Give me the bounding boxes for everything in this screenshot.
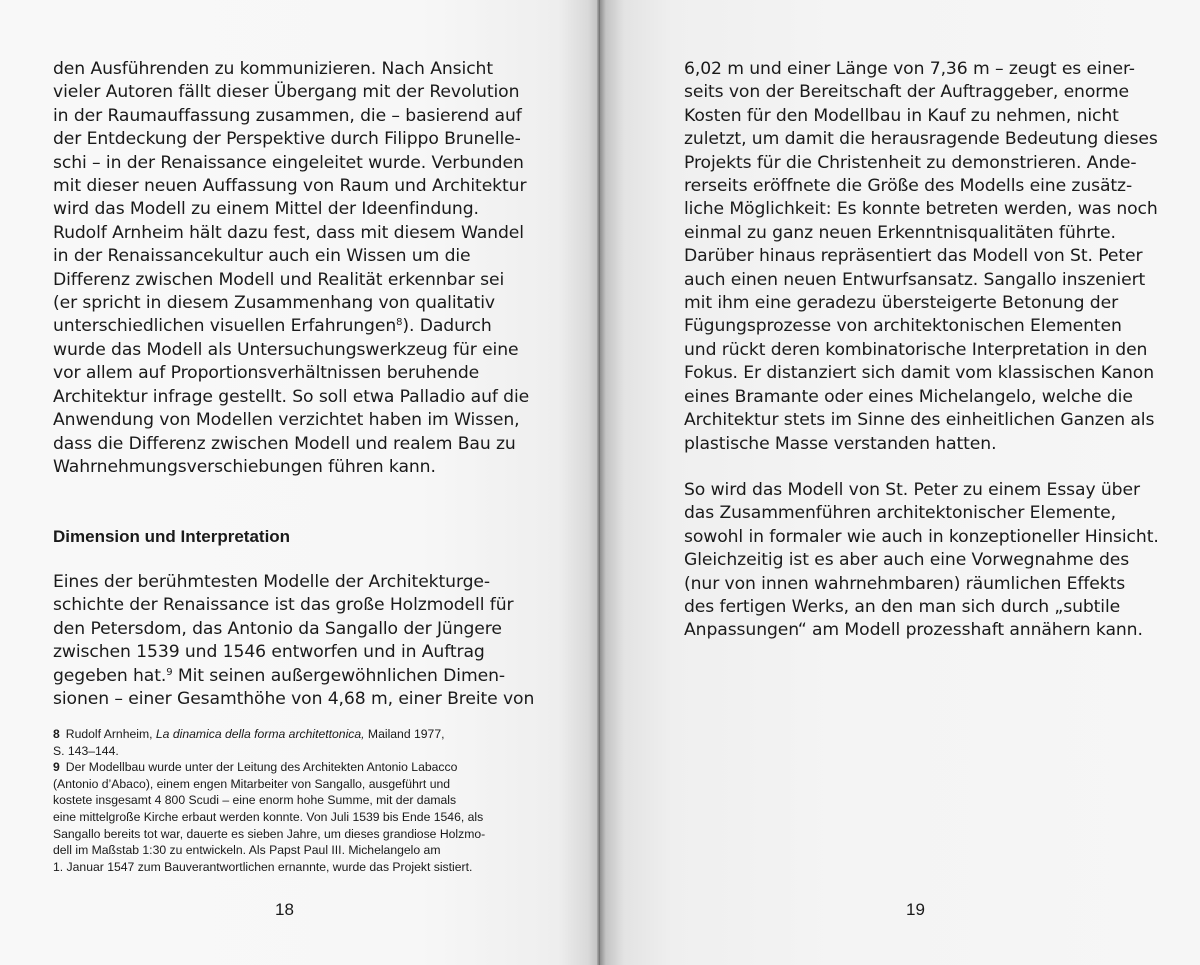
footnote-number: 9 (53, 760, 60, 775)
text-line: (er spricht in diesem Zusammenhang von qualitativ (53, 293, 495, 314)
right-paragraph-1 (684, 58, 1158, 456)
text-line: schichte der Renaissance ist das große Holzmodell für (53, 595, 514, 616)
footnote-number: 8 (53, 727, 60, 741)
text-line (53, 315, 529, 338)
text-line: auch einen neuen Entwurfsansatz. Sangallo inszeniert (684, 269, 1146, 290)
text-line: den Petersdom, das Antonio da Sangallo der Jüngere (53, 618, 502, 639)
footnote-line: S. 143–144. (53, 743, 119, 758)
text-line: Darüber hinaus repräsentiert das Modell von St. Peter (684, 246, 1143, 267)
footnote-ref-9[interactable]: 9 (166, 666, 173, 678)
text-line: rerseits eröffnete die Größe des Modells eine zusätz- (684, 176, 1133, 197)
text-line: Anwendung von Modellen verzichtet haben im Wissen, (53, 410, 520, 431)
text-segment: Mit seinen außergewöhnlichen Dimen- (172, 665, 505, 686)
text-line: mit ihm eine geradezu übersteigerte Betonung der (684, 293, 1119, 314)
text-line: wurde das Modell als Untersuchungswerkzeug für eine (53, 339, 519, 360)
text-line: sowohl in formaler wie auch in konzeptioneller Hinsicht. (684, 526, 1159, 547)
text-line: Fokus. Er distanziert sich damit vom klassischen Kanon (684, 363, 1154, 384)
text-line: der Entdeckung der Perspektive durch Filippo Brunelle- (53, 129, 521, 150)
text-line: des fertigen Werks, an den man sich durch „subtile (684, 597, 1121, 618)
text-line: in der Raumauffassung zusammen, die – basierend auf (53, 105, 522, 126)
footnote-line: eine mittelgroße Kirche erbaut werden konnte. Von Juli 1539 bis Ende 1546, als (53, 809, 484, 824)
footnote-text: Rudolf Arnheim, (65, 727, 156, 741)
text-line: dass die Differenz zwischen Modell und realem Bau zu (53, 433, 516, 454)
footnote-8 (53, 726, 485, 743)
footnotes (53, 726, 485, 875)
text-line: Gleichzeitig ist es aber auch eine Vorwegnahme des (684, 550, 1130, 571)
text-segment: ). Dadurch (402, 316, 492, 337)
text-line: Projekts für die Christenheit zu demonstrieren. Ande- (684, 152, 1137, 173)
footnote-ref-8[interactable]: 8 (396, 317, 403, 329)
text-line: Wahrnehmungsverschiebungen führen kann. (53, 456, 436, 477)
text-line: und rückt deren kombinatorische Interpretation in den (684, 339, 1148, 360)
text-line: eines Bramante oder eines Michelangelo, welche die (684, 386, 1133, 407)
page-number-right: 19 (906, 900, 925, 919)
footnote-text: Mailand 1977, (364, 727, 445, 741)
text-line: Architektur stets im Sinne des einheitlichen Ganzen als (684, 410, 1155, 431)
text-line: mit dieser neuen Auffassung von Raum und Architektur (53, 176, 527, 197)
text-line (53, 665, 534, 688)
text-line: Rudolf Arnheim hält dazu fest, dass mit diesem Wandel (53, 222, 524, 243)
left-paragraph-1 (53, 58, 529, 479)
text-line: das Zusammenführen architektonischer Elemente, (684, 503, 1116, 524)
text-line: So wird das Modell von St. Peter zu einem Essay über (684, 480, 1140, 500)
footnote-book-title: La dinamica della forma architettonica, (155, 727, 365, 741)
text-line: Kosten für den Modellbau in Kauf zu nehmen, nicht (684, 105, 1119, 126)
footnote-line: dell im Maßstab 1:30 zu entwickeln. Als Papst Paul III. Michelangelo am (53, 843, 441, 858)
footnote-9 (53, 759, 485, 776)
text-segment: unterschiedlichen visuellen Erfahrungen (53, 316, 397, 337)
text-line: Architektur infrage gestellt. So soll etwa Palladio auf die (53, 386, 530, 407)
text-line: einmal zu ganz neuen Erkenntnisqualitäten führte. (684, 222, 1116, 243)
text-line: Anpassungen“ am Modell prozesshaft annähern kann. (684, 620, 1143, 641)
text-line: (nur von innen wahrnehmbaren) räumlichen Effekts (684, 573, 1126, 594)
section-heading: Dimension und Interpretation (53, 527, 291, 546)
text-line: plastische Masse verstanden hatten. (684, 433, 997, 454)
right-page (600, 0, 1200, 965)
text-segment: gegeben hat. (53, 665, 167, 686)
page-number-left: 18 (275, 900, 294, 919)
text-line: 6,02 m und einer Länge von 7,36 m – zeugt es einer- (684, 59, 1135, 79)
text-line: schi – in der Renaissance eingeleitet wurde. Verbunden (53, 152, 524, 173)
text-line: Fügungsprozesse von architektonischen Elementen (684, 316, 1122, 337)
footnote-line: Sangallo bereits tot war, dauerte es sieben Jahre, um dieses grandiose Holzmo- (53, 826, 486, 841)
right-paragraph-2 (684, 479, 1159, 643)
footnote-line: kostete insgesamt 4 800 Scudi – eine enorm hohe Summe, mit der damals (53, 793, 457, 808)
text-line: zuletzt, um damit die herausragende Bedeutung dieses (684, 129, 1158, 150)
footnote-line: 1. Januar 1547 zum Bauverantwortlichen ernannte, wurde das Projekt sistiert. (53, 859, 473, 874)
text-line: den Ausführenden zu kommunizieren. Nach Ansicht (53, 59, 493, 79)
footnote-text: Der Modellbau wurde unter der Leitung des Architekten Antonio Labacco (65, 760, 458, 775)
text-line: zwischen 1539 und 1546 entworfen und in Auftrag (53, 642, 485, 663)
footnote-line: (Antonio d’Abaco), einem engen Mitarbeiter von Sangallo, ausgeführt und (53, 776, 451, 791)
text-line: sionen – einer Gesamthöhe von 4,68 m, einer Breite von (53, 689, 535, 710)
text-line: wird das Modell zu einem Mittel der Ideenfindung. (53, 199, 479, 220)
text-line: seits von der Bereitschaft der Auftraggeber, enorme (684, 82, 1130, 103)
text-line: vor allem auf Proportionsverhältnissen beruhende (53, 363, 480, 384)
text-line: vieler Autoren fällt dieser Übergang mit der Revolution (53, 82, 520, 103)
text-line: Differenz zwischen Modell und Realität erkennbar sei (53, 269, 505, 290)
left-paragraph-2 (53, 571, 534, 711)
text-line: Eines der berühmtesten Modelle der Architekturge- (53, 572, 490, 592)
text-line: in der Renaissancekultur auch ein Wissen um die (53, 246, 471, 267)
text-line: liche Möglichkeit: Es konnte betreten werden, was noch (684, 199, 1158, 220)
